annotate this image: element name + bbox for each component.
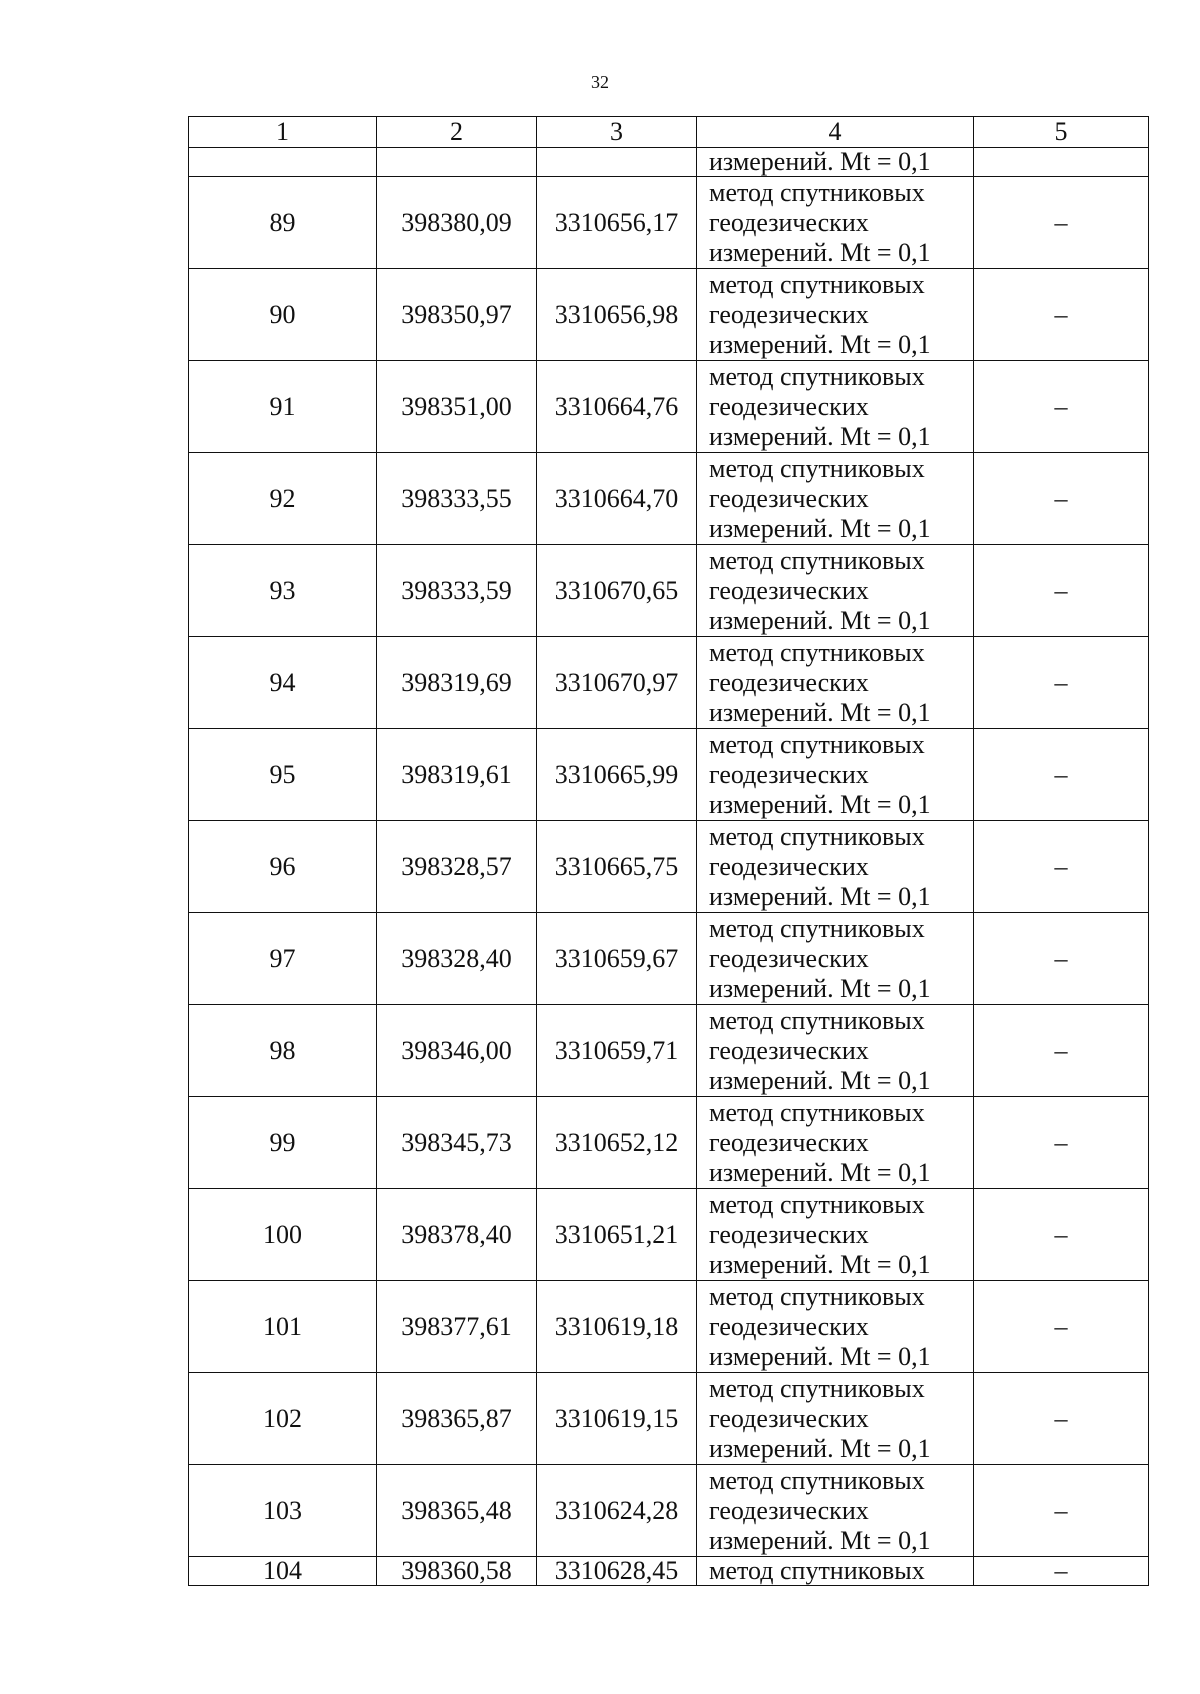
method-cell: [697, 729, 974, 821]
table-row: [189, 1097, 1149, 1189]
y-coordinate-cell: 3310665,99: [537, 729, 697, 821]
method-cell: [697, 361, 974, 453]
x-coordinate-cell: 398346,00: [377, 1005, 537, 1097]
method-line: геодезических: [709, 1311, 869, 1341]
method-cell: [697, 1189, 974, 1281]
note-cell: –: [974, 1005, 1149, 1097]
note-cell: –: [974, 1373, 1149, 1465]
continued-method-cell: измерений. Mt = 0,1: [697, 148, 974, 177]
y-coordinate-cell: 3310670,65: [537, 545, 697, 637]
table-row: [189, 177, 1149, 269]
method-line: геодезических: [709, 483, 869, 513]
method-line: метод спутниковых: [709, 545, 925, 575]
column-header-4: 4: [697, 117, 974, 148]
y-coordinate-cell: 3310652,12: [537, 1097, 697, 1189]
method-line: измерений. Mt = 0,1: [709, 1157, 931, 1187]
method-line: геодезических: [709, 1127, 869, 1157]
method-cell: [697, 1097, 974, 1189]
note-cell: –: [974, 1465, 1149, 1557]
method-line: измерений. Mt = 0,1: [709, 973, 931, 1003]
coordinates-table: [188, 116, 1149, 1586]
y-coordinate-cell: 3310651,21: [537, 1189, 697, 1281]
table-row: [189, 1373, 1149, 1465]
method-cell: [697, 1005, 974, 1097]
table-row: [189, 361, 1149, 453]
method-cell: [697, 177, 974, 269]
column-number-row: [189, 117, 1149, 148]
point-number-cell: 100: [189, 1189, 377, 1281]
y-coordinate-cell: 3310659,67: [537, 913, 697, 1005]
y-coordinate-cell: 3310665,75: [537, 821, 697, 913]
empty-cell: [377, 148, 537, 177]
method-line: измерений. Mt = 0,1: [709, 697, 931, 727]
note-cell: –: [974, 177, 1149, 269]
method-line: геодезических: [709, 575, 869, 605]
method-line: метод спутниковых: [709, 637, 925, 667]
method-line: геодезических: [709, 943, 869, 973]
table-row: [189, 1557, 1149, 1586]
x-coordinate-cell: 398319,69: [377, 637, 537, 729]
point-number-cell: 94: [189, 637, 377, 729]
note-cell: –: [974, 361, 1149, 453]
empty-cell: [189, 148, 377, 177]
table-row: [189, 1465, 1149, 1557]
method-line: геодезических: [709, 1035, 869, 1065]
point-number-cell: 98: [189, 1005, 377, 1097]
method-line: геодезических: [709, 207, 869, 237]
point-number-cell: 95: [189, 729, 377, 821]
method-line: метод спутниковых: [709, 1281, 925, 1311]
point-number-cell: 96: [189, 821, 377, 913]
method-line: геодезических: [709, 299, 869, 329]
method-line: измерений. Mt = 0,1: [709, 329, 931, 359]
x-coordinate-cell: 398365,87: [377, 1373, 537, 1465]
x-coordinate-cell: 398350,97: [377, 269, 537, 361]
table-row: [189, 637, 1149, 729]
empty-cell: [537, 148, 697, 177]
x-coordinate-cell: 398328,40: [377, 913, 537, 1005]
method-cell: метод спутниковых: [697, 1557, 974, 1586]
empty-cell: [974, 148, 1149, 177]
point-number-cell: 103: [189, 1465, 377, 1557]
method-line: метод спутниковых: [709, 729, 925, 759]
method-line: геодезических: [709, 1219, 869, 1249]
column-header-5: 5: [974, 117, 1149, 148]
y-coordinate-cell: 3310670,97: [537, 637, 697, 729]
note-cell: –: [974, 729, 1149, 821]
table-body: [189, 117, 1149, 1586]
table-row: [189, 545, 1149, 637]
point-number-cell: 104: [189, 1557, 377, 1586]
method-line: измерений. Mt = 0,1: [709, 421, 931, 451]
note-cell: –: [974, 821, 1149, 913]
note-cell: –: [974, 913, 1149, 1005]
method-cell: [697, 913, 974, 1005]
x-coordinate-cell: 398328,57: [377, 821, 537, 913]
y-coordinate-cell: 3310659,71: [537, 1005, 697, 1097]
x-coordinate-cell: 398351,00: [377, 361, 537, 453]
method-line: метод спутниковых: [709, 361, 925, 391]
method-line: геодезических: [709, 759, 869, 789]
point-number-cell: 90: [189, 269, 377, 361]
method-line: метод спутниковых: [709, 1097, 925, 1127]
y-coordinate-cell: 3310664,76: [537, 361, 697, 453]
table-row: [189, 729, 1149, 821]
x-coordinate-cell: 398333,55: [377, 453, 537, 545]
y-coordinate-cell: 3310664,70: [537, 453, 697, 545]
method-line: метод спутниковых: [709, 1189, 925, 1219]
note-cell: –: [974, 1189, 1149, 1281]
x-coordinate-cell: 398345,73: [377, 1097, 537, 1189]
method-cell: [697, 269, 974, 361]
x-coordinate-cell: 398380,09: [377, 177, 537, 269]
method-line: измерений. Mt = 0,1: [709, 1249, 931, 1279]
note-cell: –: [974, 637, 1149, 729]
method-line: геодезических: [709, 1403, 869, 1433]
y-coordinate-cell: 3310656,98: [537, 269, 697, 361]
method-line: измерений. Mt = 0,1: [709, 1433, 931, 1463]
method-line: измерений. Mt = 0,1: [709, 881, 931, 911]
note-cell: –: [974, 1097, 1149, 1189]
method-line: метод спутниковых: [709, 177, 925, 207]
y-coordinate-cell: 3310628,45: [537, 1557, 697, 1586]
y-coordinate-cell: 3310619,15: [537, 1373, 697, 1465]
y-coordinate-cell: 3310656,17: [537, 177, 697, 269]
point-number-cell: 97: [189, 913, 377, 1005]
method-line: метод спутниковых: [709, 453, 925, 483]
method-line: метод спутниковых: [709, 269, 925, 299]
method-line: метод спутниковых: [709, 1465, 925, 1495]
method-line: измерений. Mt = 0,1: [709, 237, 931, 267]
method-line: измерений. Mt = 0,1: [709, 1525, 931, 1555]
y-coordinate-cell: 3310619,18: [537, 1281, 697, 1373]
table-row: [189, 1281, 1149, 1373]
column-header-1: 1: [189, 117, 377, 148]
method-cell: [697, 821, 974, 913]
method-line: метод спутниковых: [709, 913, 925, 943]
y-coordinate-cell: 3310624,28: [537, 1465, 697, 1557]
method-cell: [697, 1465, 974, 1557]
method-line: измерений. Mt = 0,1: [709, 513, 931, 543]
table-row: [189, 1005, 1149, 1097]
method-cell: [697, 1373, 974, 1465]
table-row: [189, 453, 1149, 545]
method-line: метод спутниковых: [709, 821, 925, 851]
column-header-3: 3: [537, 117, 697, 148]
method-cell: [697, 637, 974, 729]
page-number: 32: [591, 72, 609, 92]
note-cell: –: [974, 1557, 1149, 1586]
x-coordinate-cell: 398378,40: [377, 1189, 537, 1281]
x-coordinate-cell: 398333,59: [377, 545, 537, 637]
method-cell: [697, 1281, 974, 1373]
method-line: измерений. Mt = 0,1: [709, 789, 931, 819]
method-cell: [697, 545, 974, 637]
method-line: геодезических: [709, 1495, 869, 1525]
method-line: измерений. Mt = 0,1: [709, 605, 931, 635]
method-line: метод спутниковых: [709, 1373, 925, 1403]
table-row: [189, 821, 1149, 913]
note-cell: –: [974, 453, 1149, 545]
note-cell: –: [974, 545, 1149, 637]
point-number-cell: 99: [189, 1097, 377, 1189]
continuation-row: [189, 148, 1149, 177]
point-number-cell: 102: [189, 1373, 377, 1465]
x-coordinate-cell: 398360,58: [377, 1557, 537, 1586]
note-cell: –: [974, 269, 1149, 361]
point-number-cell: 89: [189, 177, 377, 269]
method-line: геодезических: [709, 667, 869, 697]
point-number-cell: 101: [189, 1281, 377, 1373]
method-line: геодезических: [709, 851, 869, 881]
method-line: измерений. Mt = 0,1: [709, 1341, 931, 1371]
x-coordinate-cell: 398377,61: [377, 1281, 537, 1373]
table-row: [189, 1189, 1149, 1281]
method-cell: [697, 453, 974, 545]
point-number-cell: 91: [189, 361, 377, 453]
table-row: [189, 269, 1149, 361]
point-number-cell: 92: [189, 453, 377, 545]
column-header-2: 2: [377, 117, 537, 148]
method-line: геодезических: [709, 391, 869, 421]
point-number-cell: 93: [189, 545, 377, 637]
table-row: [189, 913, 1149, 1005]
method-line: измерений. Mt = 0,1: [709, 1065, 931, 1095]
method-line: метод спутниковых: [709, 1005, 925, 1035]
x-coordinate-cell: 398365,48: [377, 1465, 537, 1557]
note-cell: –: [974, 1281, 1149, 1373]
x-coordinate-cell: 398319,61: [377, 729, 537, 821]
